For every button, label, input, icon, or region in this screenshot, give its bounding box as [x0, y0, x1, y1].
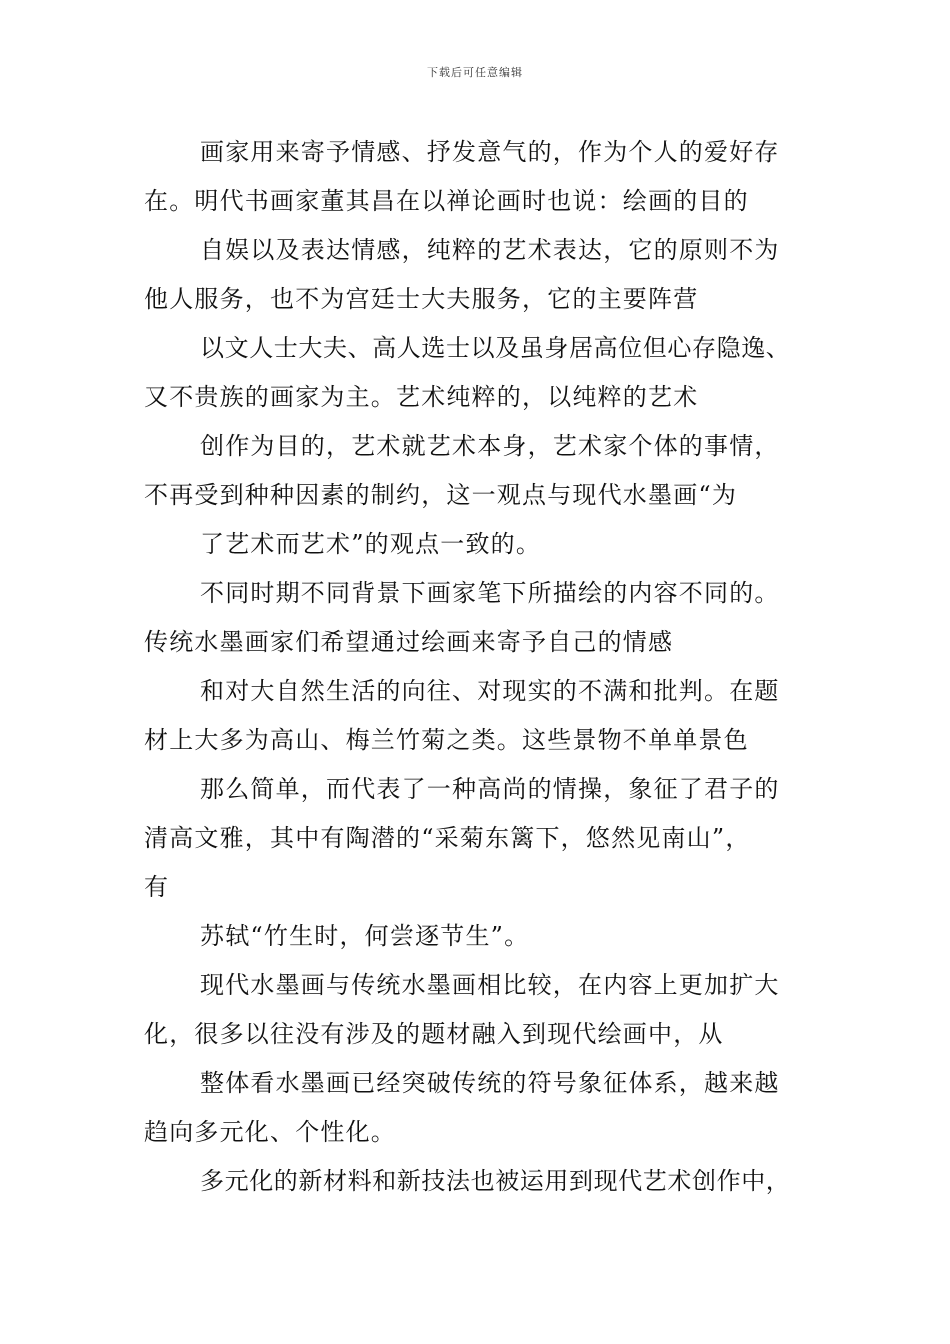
body-text [144, 128, 834, 1206]
text-line: 在。明代书画家董其昌在以禅论画时也说：绘画的目的 [144, 187, 749, 215]
text-line: 多元化的新材料和新技法也被运用到现代艺术创作中， [200, 1167, 791, 1195]
text-line: 画家用来寄予情感、抒发意气的，作为个人的爱好存 [200, 138, 780, 166]
paragraph-8 [144, 765, 834, 912]
text-line: 清高文雅，其中有陶潜的“采菊东篱下，悠然见南山”， [144, 824, 751, 852]
text-line: 现代水墨画与传统水墨画相比较，在内容上更加扩大 [200, 971, 780, 999]
text-line: 传统水墨画家们希望通过绘画来寄予自己的情感 [144, 628, 674, 656]
text-line: 苏轼“竹生时，何尝逐节生”。 [200, 922, 530, 950]
text-line: 不同时期不同背景下画家笔下所描绘的内容不同的。 [200, 579, 780, 607]
text-line: 了艺术而艺术”的观点一致的。 [200, 530, 542, 558]
text-line: 整体看水墨画已经突破传统的符号象征体系，越来越 [200, 1069, 780, 1097]
text-line: 趋向多元化、个性化。 [144, 1118, 396, 1146]
paragraph-1 [144, 128, 834, 226]
text-line: 和对大自然生活的向往、对现实的不满和批判。在题 [200, 677, 780, 705]
text-line: 那么简单，而代表了一种高尚的情操，象征了君子的 [200, 775, 780, 803]
text-line: 创作为目的，艺术就艺术本身，艺术家个体的事情， [200, 432, 780, 460]
text-line: 自娱以及表达情感，纯粹的艺术表达，它的原则不为 [200, 236, 780, 264]
paragraph-6 [144, 569, 834, 667]
text-line: 有 [144, 873, 170, 901]
paragraph-11 [144, 1059, 834, 1157]
paragraph-9 [144, 912, 834, 961]
paragraph-5 [144, 520, 834, 569]
paragraph-3 [144, 324, 834, 422]
page-header: 下载后可任意编辑 [427, 66, 523, 79]
text-line: 材上大多为高山、梅兰竹菊之类。这些景物不单单景色 [144, 726, 749, 754]
paragraph-7 [144, 667, 834, 765]
text-line: 化，很多以往没有涉及的题材融入到现代绘画中，从 [144, 1020, 724, 1048]
text-line: 他人服务，也不为宫廷士大夫服务，它的主要阵营 [144, 285, 699, 313]
paragraph-10 [144, 961, 834, 1059]
text-line: 不再受到种种因素的制约，这一观点与现代水墨画“为 [144, 481, 738, 509]
text-line: 又不贵族的画家为主。艺术纯粹的，以纯粹的艺术 [144, 383, 699, 411]
paragraph-12 [144, 1157, 834, 1206]
text-line: 以文人士大夫、高人选士以及虽身居高位但心存隐逸、 [200, 334, 791, 362]
paragraph-2 [144, 226, 834, 324]
paragraph-4 [144, 422, 834, 520]
